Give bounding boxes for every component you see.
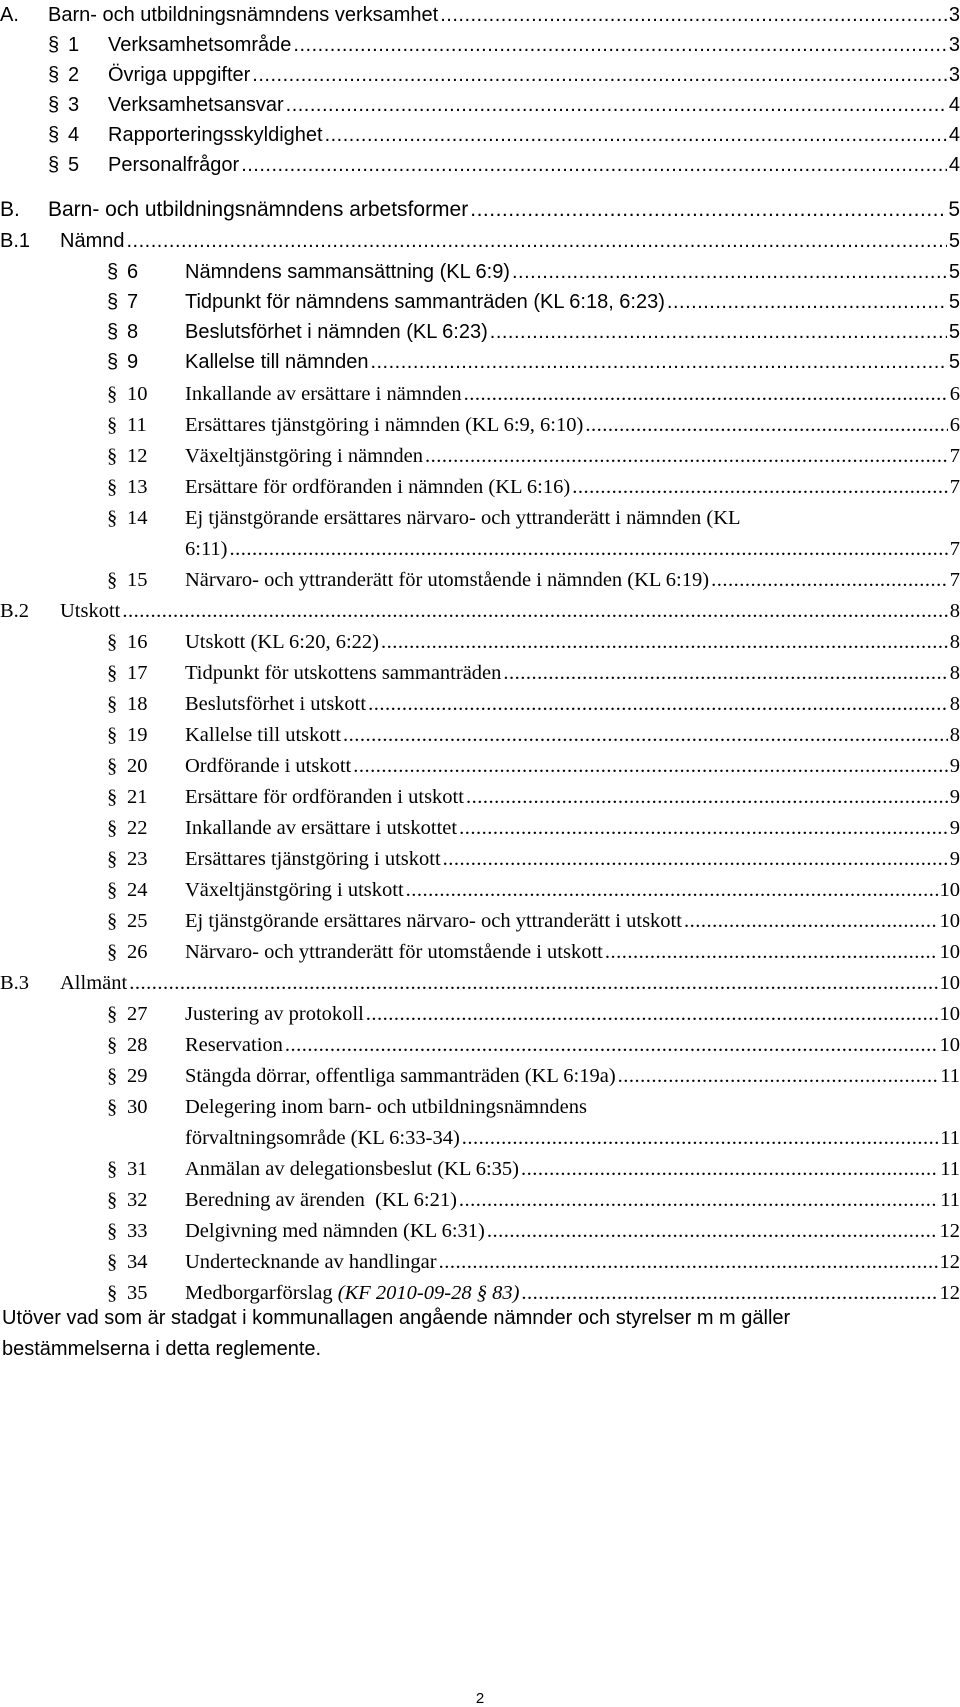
toc-leader-dots: [381, 627, 948, 657]
toc-page: 11: [940, 1154, 960, 1184]
toc-page: 5: [949, 347, 960, 377]
paragraph-sign-icon: §: [107, 751, 127, 781]
toc-page: 7: [950, 534, 960, 564]
toc-title: Inkallande av ersättare i utskottet: [185, 813, 457, 843]
toc-page: 7: [950, 472, 960, 502]
toc-entry[interactable]: [0, 472, 960, 502]
toc-page: 9: [950, 844, 960, 874]
paragraph-sign-icon: §: [107, 1216, 127, 1246]
toc-leader-dots: [459, 1185, 938, 1215]
toc-leader-dots: [521, 1154, 938, 1184]
toc-page: 9: [950, 782, 960, 812]
toc-title: Utskott: [60, 596, 120, 626]
toc-title: Ej tjänstgörande ersättares närvaro- och yttranderätt i nämnden (KL: [185, 503, 741, 533]
toc-number: 11: [127, 410, 185, 440]
toc-entry[interactable]: [0, 844, 960, 874]
toc-subheading[interactable]: [0, 226, 960, 256]
toc-leader-dots: [293, 30, 946, 60]
toc-entry[interactable]: [0, 60, 960, 90]
paragraph-sign-icon: §: [48, 150, 68, 180]
toc-title: Delegering inom barn- och utbildningsnämndens: [185, 1092, 587, 1122]
toc-title: Tidpunkt för nämndens sammanträden (KL 6:18, 6:23): [185, 287, 665, 317]
toc-label: B.: [0, 195, 48, 225]
toc-entry[interactable]: [0, 689, 960, 719]
toc-page: 4: [949, 150, 960, 180]
toc-entry[interactable]: [0, 937, 960, 967]
toc-page: 3: [949, 30, 960, 60]
toc-heading-b[interactable]: [0, 195, 960, 225]
toc-title: Justering av protokoll: [185, 999, 364, 1029]
toc-entry[interactable]: [0, 627, 960, 657]
toc-number: 17: [127, 658, 185, 688]
toc-page: 6: [950, 379, 960, 409]
paragraph-sign-icon: §: [107, 1154, 127, 1184]
toc-leader-dots: [572, 472, 948, 502]
toc-leader-dots: [487, 1216, 938, 1246]
toc-page: 12: [940, 1278, 960, 1308]
toc-leader-dots: [366, 999, 938, 1029]
toc-entry[interactable]: [0, 90, 960, 120]
toc-number: 29: [127, 1061, 185, 1091]
paragraph-sign-icon: §: [107, 1030, 127, 1060]
toc-number: 34: [127, 1247, 185, 1277]
toc-leader-dots: [466, 782, 948, 812]
toc-leader-dots: [440, 0, 947, 30]
toc-number: 1: [68, 30, 108, 60]
toc-title: Ej tjänstgörande ersättares närvaro- och yttranderätt i utskott: [185, 906, 682, 936]
toc-leader-dots: [711, 565, 948, 595]
toc-leader-dots: [439, 1247, 938, 1277]
toc-title: Inkallande av ersättare i nämnden: [185, 379, 462, 409]
toc-entry[interactable]: [0, 441, 960, 471]
paragraph-sign-icon: §: [107, 689, 127, 719]
toc-page: 10: [940, 1030, 960, 1060]
toc-entry[interactable]: [0, 287, 960, 317]
paragraph-sign-icon: §: [107, 565, 127, 595]
toc-title: Personalfrågor: [108, 150, 239, 180]
toc-title: Undertecknande av handlingar: [185, 1247, 437, 1277]
toc-entry-continuation[interactable]: [0, 534, 960, 564]
toc-leader-dots: [252, 60, 947, 90]
paragraph-sign-icon: §: [107, 875, 127, 905]
toc-number: 15: [127, 565, 185, 595]
toc-leader-dots: [605, 937, 938, 967]
toc-leader-dots: [459, 813, 948, 843]
toc-title: Växeltjänstgöring i nämnden: [185, 441, 423, 471]
toc-page: 5: [949, 287, 960, 317]
toc-leader-dots: [126, 226, 946, 256]
toc-title: 6:11): [185, 534, 228, 564]
toc-page: 12: [940, 1247, 960, 1277]
toc-title: Verksamhetsområde: [108, 30, 291, 60]
toc-heading-a[interactable]: [0, 0, 960, 30]
toc-leader-dots: [353, 751, 948, 781]
toc-number: 19: [127, 720, 185, 750]
toc-title: Ersättare för ordföranden i nämnden (KL 6:16): [185, 472, 570, 502]
paragraph-sign-icon: §: [107, 813, 127, 843]
toc-page: 5: [948, 195, 960, 225]
toc-title: Anmälan av delegationsbeslut (KL 6:35): [185, 1154, 519, 1184]
paragraph-sign-icon: §: [48, 120, 68, 150]
toc-leader-dots: [241, 150, 947, 180]
paragraph-sign-icon: §: [107, 441, 127, 471]
toc-entry[interactable]: [0, 1061, 960, 1091]
toc-title-reference: (KF 2010-09-28 § 83): [338, 1278, 520, 1308]
toc-number: 31: [127, 1154, 185, 1184]
toc-entry-continuation[interactable]: [0, 1123, 960, 1153]
toc-title: förvaltningsområde (KL 6:33-34): [185, 1123, 460, 1153]
paragraph-sign-icon: §: [48, 90, 68, 120]
toc-entry[interactable]: [0, 565, 960, 595]
toc-leader-dots: [368, 689, 948, 719]
toc-page: 7: [950, 565, 960, 595]
toc-page: 8: [950, 596, 960, 626]
toc-page: 10: [940, 999, 960, 1029]
toc-subheading[interactable]: [0, 596, 960, 626]
paragraph-sign-icon: §: [48, 30, 68, 60]
toc-entry[interactable]: [0, 257, 960, 287]
toc-page: 5: [949, 257, 960, 287]
toc-entry[interactable]: [0, 1216, 960, 1246]
toc-entry[interactable]: [0, 30, 960, 60]
toc-page: 12: [940, 1216, 960, 1246]
toc-label: B.2: [0, 596, 60, 626]
toc-number: 26: [127, 937, 185, 967]
toc-number: 21: [127, 782, 185, 812]
toc-page: 8: [950, 658, 960, 688]
toc-title: Nämndens sammansättning (KL 6:9): [185, 257, 510, 287]
toc-number: 35: [127, 1278, 185, 1308]
toc-page: 3: [949, 60, 960, 90]
toc-title: Övriga uppgifter: [108, 60, 250, 90]
toc-page: 10: [940, 875, 960, 905]
toc-title: Barn- och utbildningsnämndens arbetsformer: [48, 195, 468, 225]
toc-leader-dots: [230, 534, 948, 564]
toc-number: 6: [127, 257, 185, 287]
paragraph-sign-icon: §: [107, 782, 127, 812]
toc-page: 6: [950, 410, 960, 440]
toc-title: Ersättares tjänstgöring i utskott: [185, 844, 441, 874]
toc-entry[interactable]: [0, 1185, 960, 1215]
toc-title: Tidpunkt för utskottens sammanträden: [185, 658, 501, 688]
toc-number: 7: [127, 287, 185, 317]
toc-leader-dots: [462, 1123, 938, 1153]
toc-entry[interactable]: [0, 1030, 960, 1060]
toc-leader-dots: [325, 120, 947, 150]
paragraph-sign-icon: §: [107, 287, 127, 317]
toc-subheading[interactable]: [0, 968, 960, 998]
toc-number: 12: [127, 441, 185, 471]
toc-entry[interactable]: [0, 751, 960, 781]
paragraph-sign-icon: §: [107, 410, 127, 440]
paragraph-sign-icon: §: [107, 906, 127, 936]
paragraph-sign-icon: §: [48, 60, 68, 90]
toc-number: 28: [127, 1030, 185, 1060]
paragraph-sign-icon: §: [107, 1185, 127, 1215]
toc-entry[interactable]: [0, 658, 960, 688]
paragraph-sign-icon: §: [107, 937, 127, 967]
toc-number: 22: [127, 813, 185, 843]
toc-title: Rapporteringsskyldighet: [108, 120, 323, 150]
toc-number: 9: [127, 347, 185, 377]
toc-number: 32: [127, 1185, 185, 1215]
toc-leader-dots: [585, 410, 947, 440]
toc-title: Nämnd: [60, 226, 124, 256]
toc-title: Kallelse till nämnden: [185, 347, 368, 377]
toc-entry[interactable]: [0, 150, 960, 180]
toc-entry[interactable]: [0, 875, 960, 905]
paragraph-sign-icon: §: [107, 1092, 127, 1122]
toc-entry[interactable]: [0, 813, 960, 843]
paragraph-sign-icon: §: [107, 658, 127, 688]
toc-page: 4: [949, 120, 960, 150]
toc-number: 8: [127, 317, 185, 347]
toc-number: 33: [127, 1216, 185, 1246]
toc-number: 23: [127, 844, 185, 874]
toc-title: Ersättares tjänstgöring i nämnden (KL 6:9, 6:10): [185, 410, 583, 440]
toc-leader-dots: [406, 875, 938, 905]
toc-title: Kallelse till utskott: [185, 720, 341, 750]
toc-page: 10: [940, 906, 960, 936]
toc-leader-dots: [512, 257, 947, 287]
toc-entry[interactable]: [0, 347, 960, 377]
toc-title: Verksamhetsansvar: [108, 90, 284, 120]
toc-entry[interactable]: [0, 503, 960, 533]
paragraph-sign-icon: §: [107, 1061, 127, 1091]
toc-entry[interactable]: [0, 410, 960, 440]
toc-page: 9: [950, 751, 960, 781]
toc-leader-dots: [443, 844, 948, 874]
paragraph-sign-icon: §: [107, 503, 127, 533]
toc-page: 9: [950, 813, 960, 843]
paragraph-sign-icon: §: [107, 347, 127, 377]
toc-page: 3: [949, 0, 960, 30]
toc-leader-dots: [285, 1030, 938, 1060]
toc-leader-dots: [286, 90, 947, 120]
toc-page: 11: [940, 1123, 960, 1153]
toc-number: 20: [127, 751, 185, 781]
toc-leader-dots: [470, 195, 946, 225]
toc-number: 10: [127, 379, 185, 409]
toc-title: Ersättare för ordföranden i utskott: [185, 782, 464, 812]
toc-page: 10: [940, 968, 960, 998]
toc-page: 5: [949, 226, 960, 256]
paragraph-sign-icon: §: [107, 317, 127, 347]
toc-entry[interactable]: [0, 120, 960, 150]
paragraph-sign-icon: §: [107, 257, 127, 287]
toc-leader-dots: [343, 720, 948, 750]
toc-page: 5: [949, 317, 960, 347]
toc-number: 5: [68, 150, 108, 180]
toc-title: Ordförande i utskott: [185, 751, 351, 781]
toc-entry[interactable]: [0, 1247, 960, 1277]
paragraph-sign-icon: §: [107, 1278, 127, 1308]
toc-entry[interactable]: [0, 379, 960, 409]
toc-leader-dots: [425, 441, 948, 471]
toc-number: 2: [68, 60, 108, 90]
toc-number: 24: [127, 875, 185, 905]
toc-number: 18: [127, 689, 185, 719]
page-number: 2: [0, 1690, 960, 1707]
toc-page: 10: [940, 937, 960, 967]
paragraph-sign-icon: §: [107, 627, 127, 657]
toc-entry[interactable]: [0, 1154, 960, 1184]
toc-page: 8: [950, 720, 960, 750]
toc-leader-dots: [503, 658, 947, 688]
toc-entry[interactable]: [0, 906, 960, 936]
toc-page: 8: [950, 627, 960, 657]
toc-number: 4: [68, 120, 108, 150]
toc-leader-dots: [667, 287, 947, 317]
paragraph-sign-icon: §: [107, 720, 127, 750]
toc-entry[interactable]: [0, 317, 960, 347]
toc-label: A.: [0, 0, 48, 30]
toc-title: Delgivning med nämnden (KL 6:31): [185, 1216, 485, 1246]
toc-title: Reservation: [185, 1030, 283, 1060]
toc-number: 30: [127, 1092, 185, 1122]
toc-page: 11: [940, 1185, 960, 1215]
toc-page: 4: [949, 90, 960, 120]
toc-title: Beredning av ärenden (KL 6:21): [185, 1185, 457, 1215]
toc-title: Stängda dörrar, offentliga sammanträden (KL 6:19a): [185, 1061, 616, 1091]
paragraph-sign-icon: §: [107, 1247, 127, 1277]
toc-entry[interactable]: [0, 999, 960, 1029]
paragraph-sign-icon: §: [107, 999, 127, 1029]
toc-label: B.1: [0, 226, 48, 256]
paragraph-sign-icon: §: [107, 379, 127, 409]
paragraph-sign-icon: §: [107, 844, 127, 874]
toc-number: 27: [127, 999, 185, 1029]
toc-leader-dots: [129, 968, 937, 998]
toc-leader-dots: [370, 347, 946, 377]
toc-leader-dots: [618, 1061, 939, 1091]
toc-title: Närvaro- och yttranderätt för utomstående i utskott: [185, 937, 603, 967]
toc-leader-dots: [684, 906, 938, 936]
toc-number: 14: [127, 503, 185, 533]
toc-title: Beslutsförhet i utskott: [185, 689, 366, 719]
toc-leader-dots: [490, 317, 947, 347]
toc-number: 3: [68, 90, 108, 120]
toc-title: Utskott (KL 6:20, 6:22): [185, 627, 379, 657]
toc-number: 13: [127, 472, 185, 502]
toc-entry[interactable]: [0, 1092, 960, 1122]
toc-title: Beslutsförhet i nämnden (KL 6:23): [185, 317, 488, 347]
toc-title: Medborgarförslag: [185, 1278, 338, 1308]
body-paragraph: Utöver vad som är stadgat i kommunallagen angående nämnder och styrelser m m gäller bestämmelserna i detta reglemente.: [2, 1303, 932, 1365]
toc-title: Barn- och utbildningsnämndens verksamhet: [48, 0, 438, 30]
toc-page: 8: [950, 689, 960, 719]
toc-number: 25: [127, 906, 185, 936]
toc-title: Allmänt: [60, 968, 127, 998]
paragraph-sign-icon: §: [107, 472, 127, 502]
toc-entry[interactable]: [0, 720, 960, 750]
toc-title: Närvaro- och yttranderätt för utomstående i nämnden (KL 6:19): [185, 565, 709, 595]
toc-entry[interactable]: [0, 782, 960, 812]
toc-page: 11: [940, 1061, 960, 1091]
toc-leader-dots: [464, 379, 948, 409]
toc-leader-dots: [122, 596, 947, 626]
toc-page: 7: [950, 441, 960, 471]
toc-title: Växeltjänstgöring i utskott: [185, 875, 404, 905]
toc-number: 16: [127, 627, 185, 657]
toc-label: B.3: [0, 968, 60, 998]
